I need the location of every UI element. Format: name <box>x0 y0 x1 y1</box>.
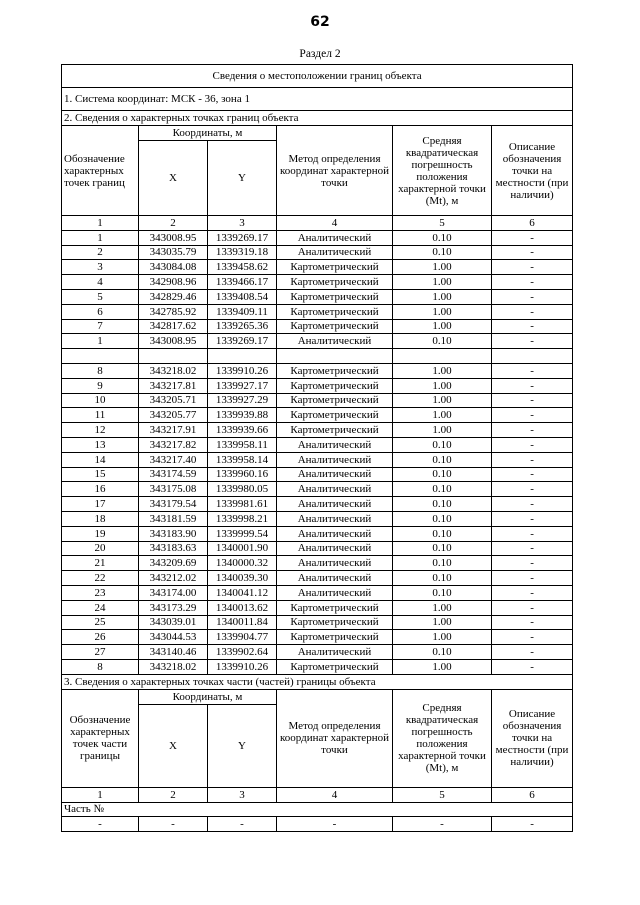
boundary-points-title: 2. Сведения о характерных точках границ объекта <box>62 111 573 126</box>
table-cell: 0.10 <box>393 334 492 349</box>
table-cell: 1.00 <box>393 615 492 630</box>
table-cell: - <box>139 817 208 832</box>
table-cell: 1339269.17 <box>208 334 277 349</box>
table-cell: Картометрический <box>277 304 393 319</box>
section-title: Раздел 2 <box>299 48 341 60</box>
table-cell: 18 <box>62 511 139 526</box>
table-cell: Аналитический <box>277 497 393 512</box>
table-cell: 0.10 <box>393 511 492 526</box>
table-cell: - <box>492 289 573 304</box>
table-cell: 343217.82 <box>139 437 208 452</box>
table-cell: - <box>492 571 573 586</box>
table-cell: 1339458.62 <box>208 260 277 275</box>
table-cell: 1339981.61 <box>208 497 277 512</box>
table-cell: Аналитический <box>277 585 393 600</box>
table-cell: 1339927.29 <box>208 393 277 408</box>
table-cell: - <box>492 645 573 660</box>
table-cell: 27 <box>62 645 139 660</box>
page-number: 62 <box>310 14 330 30</box>
column-number: 3 <box>208 216 277 231</box>
table-row <box>62 571 573 586</box>
table-cell: - <box>492 482 573 497</box>
header-x: X <box>139 141 208 216</box>
table-cell: 343174.00 <box>139 585 208 600</box>
header-method: Метод определения координат характерной точки <box>277 126 393 216</box>
table-cell: 0.10 <box>393 645 492 660</box>
table-cell: 0.10 <box>393 571 492 586</box>
table-cell: 342908.96 <box>139 275 208 290</box>
table-cell: - <box>393 817 492 832</box>
table-cell: 19 <box>62 526 139 541</box>
table-row <box>62 245 573 260</box>
table-cell: Аналитический <box>277 334 393 349</box>
header-point-id: Обозначение характерных точек границ <box>62 126 139 216</box>
table-cell: 1340001.90 <box>208 541 277 556</box>
table-cell: 343183.63 <box>139 541 208 556</box>
table-cell: 343205.77 <box>139 408 208 423</box>
table-cell: 25 <box>62 615 139 630</box>
table-cell: - <box>492 585 573 600</box>
column-numbers-row <box>62 216 573 231</box>
table-cell: 1339927.17 <box>208 378 277 393</box>
header-x-part: X <box>139 704 208 787</box>
table-cell: - <box>492 260 573 275</box>
table-cell: Картометрический <box>277 363 393 378</box>
table-cell: 1339939.88 <box>208 408 277 423</box>
table-cell: 343035.79 <box>139 245 208 260</box>
table-row <box>62 289 573 304</box>
table-cell: Аналитический <box>277 526 393 541</box>
table-cell: - <box>492 452 573 467</box>
table-cell <box>139 349 208 364</box>
table-cell: 343205.71 <box>139 393 208 408</box>
table-cell: 343173.29 <box>139 600 208 615</box>
table-cell: 343179.54 <box>139 497 208 512</box>
part-label: Часть № <box>62 802 573 817</box>
table-cell: 1.00 <box>393 423 492 438</box>
table-cell: - <box>492 378 573 393</box>
table-row <box>62 319 573 334</box>
table-cell <box>62 349 139 364</box>
header-error: Средняя квадратическая погрешность положения характерной точки (Mt), м <box>393 126 492 216</box>
table-row <box>62 437 573 452</box>
table-cell: Аналитический <box>277 482 393 497</box>
table-cell: 8 <box>62 659 139 674</box>
table-cell: 1.00 <box>393 600 492 615</box>
table-cell: 343008.95 <box>139 230 208 245</box>
table-cell: 4 <box>62 275 139 290</box>
table-cell: 0.10 <box>393 437 492 452</box>
column-number: 3 <box>208 787 277 802</box>
table-cell: 11 <box>62 408 139 423</box>
table-cell: 17 <box>62 497 139 512</box>
table-cell: Аналитический <box>277 541 393 556</box>
table-cell: 10 <box>62 393 139 408</box>
table-cell: 1339902.64 <box>208 645 277 660</box>
header-description: Описание обозначения точки на местности (при наличии) <box>492 126 573 216</box>
table-row <box>62 600 573 615</box>
table-cell: Аналитический <box>277 245 393 260</box>
table-cell: 1339999.54 <box>208 526 277 541</box>
table-cell: 343175.08 <box>139 482 208 497</box>
table-cell <box>492 349 573 364</box>
header-coords: Координаты, м <box>139 126 277 141</box>
table-cell: 1339998.21 <box>208 511 277 526</box>
column-number: 6 <box>492 216 573 231</box>
table-cell: 343218.02 <box>139 659 208 674</box>
table-cell: 1340000.32 <box>208 556 277 571</box>
column-number: 5 <box>393 216 492 231</box>
table-cell: - <box>492 817 573 832</box>
table-cell: 1340041.12 <box>208 585 277 600</box>
table-cell: 20 <box>62 541 139 556</box>
table-cell: 1339409.11 <box>208 304 277 319</box>
table-cell: 342817.62 <box>139 319 208 334</box>
table-cell: - <box>492 334 573 349</box>
table-cell: 7 <box>62 319 139 334</box>
table-row <box>62 363 573 378</box>
table-cell: 6 <box>62 304 139 319</box>
header-y: Y <box>208 141 277 216</box>
table-cell: - <box>492 304 573 319</box>
table-cell: 343217.91 <box>139 423 208 438</box>
table-title: Сведения о местоположении границ объекта <box>62 65 573 88</box>
table-cell: 1340013.62 <box>208 600 277 615</box>
table-cell: 1339466.17 <box>208 275 277 290</box>
table-row <box>62 452 573 467</box>
table-cell: 0.10 <box>393 452 492 467</box>
table-cell: Картометрический <box>277 615 393 630</box>
table-row <box>62 497 573 512</box>
table-cell: 343174.59 <box>139 467 208 482</box>
table-cell: Картометрический <box>277 260 393 275</box>
table-cell: 1339904.77 <box>208 630 277 645</box>
table-cell: - <box>62 817 139 832</box>
table-cell: 1340011.84 <box>208 615 277 630</box>
header-coords-part: Координаты, м <box>139 689 277 704</box>
table-cell: - <box>492 526 573 541</box>
table-cell: - <box>492 511 573 526</box>
table-cell: 1 <box>62 334 139 349</box>
table-cell: Картометрический <box>277 319 393 334</box>
table-row <box>62 659 573 674</box>
table-cell: 1.00 <box>393 304 492 319</box>
table-cell: 1.00 <box>393 630 492 645</box>
table-cell: 1339319.18 <box>208 245 277 260</box>
table-cell: 1.00 <box>393 260 492 275</box>
table-cell: 13 <box>62 437 139 452</box>
table-cell: Картометрический <box>277 600 393 615</box>
table-cell: - <box>492 497 573 512</box>
table-cell: 1.00 <box>393 363 492 378</box>
column-number: 4 <box>277 787 393 802</box>
table-cell: 1339960.16 <box>208 467 277 482</box>
table-cell: - <box>492 245 573 260</box>
table-cell: - <box>492 541 573 556</box>
table-cell: 5 <box>62 289 139 304</box>
table-cell: - <box>277 817 393 832</box>
table-cell: 16 <box>62 482 139 497</box>
table-cell: 8 <box>62 363 139 378</box>
table-cell: 12 <box>62 423 139 438</box>
table-row <box>62 817 573 832</box>
column-number: 2 <box>139 216 208 231</box>
table-cell: Аналитический <box>277 645 393 660</box>
table-row <box>62 378 573 393</box>
boundary-table <box>61 64 573 832</box>
table-row <box>62 556 573 571</box>
table-row <box>62 423 573 438</box>
table-cell: Картометрический <box>277 289 393 304</box>
table-cell: Аналитический <box>277 230 393 245</box>
table-cell: - <box>492 556 573 571</box>
header-y-part: Y <box>208 704 277 787</box>
table-cell: 1 <box>62 230 139 245</box>
table-row <box>62 585 573 600</box>
table-cell: 1339910.26 <box>208 659 277 674</box>
table-cell: - <box>492 615 573 630</box>
table-row <box>62 645 573 660</box>
table-cell: - <box>492 319 573 334</box>
table-row <box>62 304 573 319</box>
table-cell: Аналитический <box>277 467 393 482</box>
header-method-part: Метод определения координат характерной точки <box>277 689 393 787</box>
table-cell: - <box>492 230 573 245</box>
table-cell: 343218.02 <box>139 363 208 378</box>
table-cell: 343212.02 <box>139 571 208 586</box>
table-cell: 1339269.17 <box>208 230 277 245</box>
table-cell: 1.00 <box>393 408 492 423</box>
table-cell: Картометрический <box>277 378 393 393</box>
table-cell <box>208 349 277 364</box>
table-cell: Картометрический <box>277 393 393 408</box>
table-cell: Аналитический <box>277 571 393 586</box>
table-row <box>62 630 573 645</box>
table-cell: 1339910.26 <box>208 363 277 378</box>
table-cell: 1340039.30 <box>208 571 277 586</box>
table-cell: Аналитический <box>277 437 393 452</box>
table-cell: Аналитический <box>277 452 393 467</box>
table-row <box>62 511 573 526</box>
table-cell: 343181.59 <box>139 511 208 526</box>
table-cell: 0.10 <box>393 526 492 541</box>
column-number: 4 <box>277 216 393 231</box>
table-row <box>62 334 573 349</box>
table-cell: 0.10 <box>393 245 492 260</box>
table-cell: 1339939.66 <box>208 423 277 438</box>
table-cell: 0.10 <box>393 482 492 497</box>
coord-system: 1. Система координат: МСК - 36, зона 1 <box>62 88 573 111</box>
column-number: 1 <box>62 216 139 231</box>
table-cell: 343039.01 <box>139 615 208 630</box>
table-cell: - <box>492 408 573 423</box>
table-cell: Картометрический <box>277 659 393 674</box>
table-cell: 343217.40 <box>139 452 208 467</box>
table-row <box>62 260 573 275</box>
table-cell: - <box>492 393 573 408</box>
header-point-id-part: Обозначение характерных точек части границы <box>62 689 139 787</box>
table-row <box>62 393 573 408</box>
table-cell: - <box>492 275 573 290</box>
table-cell: 343084.08 <box>139 260 208 275</box>
table-cell: 1.00 <box>393 378 492 393</box>
table-cell: 22 <box>62 571 139 586</box>
table-cell: Картометрический <box>277 408 393 423</box>
table-cell <box>393 349 492 364</box>
table-cell: 343183.90 <box>139 526 208 541</box>
table-cell: 24 <box>62 600 139 615</box>
table-cell: - <box>492 659 573 674</box>
table-row <box>62 615 573 630</box>
table-cell: Аналитический <box>277 556 393 571</box>
header-error-part: Средняя квадратическая погрешность положения характерной точки (Mt), м <box>393 689 492 787</box>
table-cell: 0.10 <box>393 585 492 600</box>
table-cell: 0.10 <box>393 467 492 482</box>
table-row <box>62 526 573 541</box>
table-cell: 1.00 <box>393 319 492 334</box>
table-cell <box>277 349 393 364</box>
table-row <box>62 541 573 556</box>
table-cell: 343140.46 <box>139 645 208 660</box>
table-cell: 1339980.05 <box>208 482 277 497</box>
table-row <box>62 275 573 290</box>
column-number: 2 <box>139 787 208 802</box>
column-number: 1 <box>62 787 139 802</box>
table-cell: 0.10 <box>393 230 492 245</box>
column-numbers-row <box>62 787 573 802</box>
table-cell: 1339958.14 <box>208 452 277 467</box>
part-points-title: 3. Сведения о характерных точках части (частей) границы объекта <box>62 674 573 689</box>
table-cell: - <box>492 467 573 482</box>
table-cell: Аналитический <box>277 511 393 526</box>
table-cell: 343217.81 <box>139 378 208 393</box>
table-cell: 1.00 <box>393 275 492 290</box>
table-cell: 342785.92 <box>139 304 208 319</box>
table-cell: 1339408.54 <box>208 289 277 304</box>
table-cell: - <box>208 817 277 832</box>
table-cell: 23 <box>62 585 139 600</box>
table-cell: 2 <box>62 245 139 260</box>
table-row <box>62 230 573 245</box>
table-cell: 1339958.11 <box>208 437 277 452</box>
table-cell: 15 <box>62 467 139 482</box>
table-cell: 26 <box>62 630 139 645</box>
table-row <box>62 482 573 497</box>
table-row <box>62 467 573 482</box>
table-cell: - <box>492 600 573 615</box>
table-cell: 21 <box>62 556 139 571</box>
table-cell: 343044.53 <box>139 630 208 645</box>
table-cell: 0.10 <box>393 541 492 556</box>
table-cell: 343008.95 <box>139 334 208 349</box>
table-cell: 1.00 <box>393 393 492 408</box>
table-cell: - <box>492 363 573 378</box>
table-cell: 1339265.36 <box>208 319 277 334</box>
header-description-part: Описание обозначения точки на местности (при наличии) <box>492 689 573 787</box>
column-number: 6 <box>492 787 573 802</box>
table-cell: - <box>492 423 573 438</box>
table-cell: - <box>492 437 573 452</box>
table-cell: 14 <box>62 452 139 467</box>
table-cell: Картометрический <box>277 423 393 438</box>
table-cell: Картометрический <box>277 630 393 645</box>
column-number: 5 <box>393 787 492 802</box>
table-cell: 342829.46 <box>139 289 208 304</box>
table-cell: - <box>492 630 573 645</box>
table-cell: 0.10 <box>393 497 492 512</box>
table-cell: 343209.69 <box>139 556 208 571</box>
table-cell: Картометрический <box>277 275 393 290</box>
table-cell: 3 <box>62 260 139 275</box>
table-cell: 0.10 <box>393 556 492 571</box>
table-row <box>62 408 573 423</box>
table-cell: 9 <box>62 378 139 393</box>
table-row <box>62 349 573 364</box>
table-cell: 1.00 <box>393 289 492 304</box>
table-cell: 1.00 <box>393 659 492 674</box>
